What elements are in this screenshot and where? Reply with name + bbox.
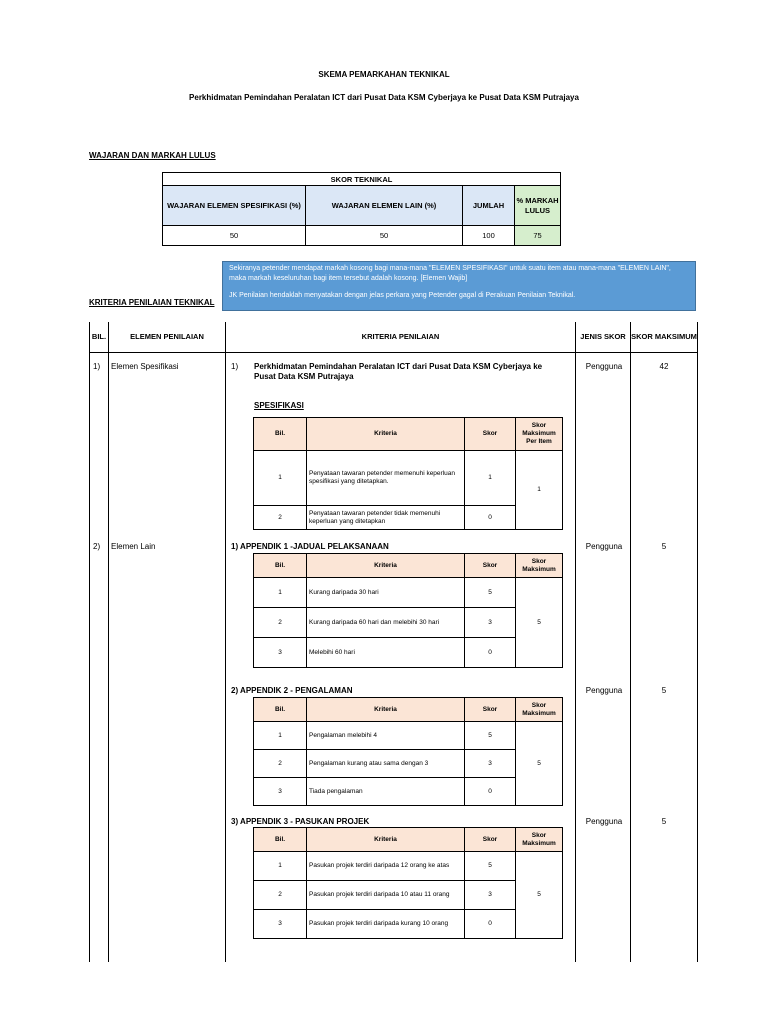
app3-row-kriteria: Pasukan projek terdiri daripada kurang 10 orang [307,910,465,939]
app2-row-kriteria: Pengalaman melebihi 4 [307,722,465,750]
app1-h-kriteria: Kriteria [307,554,465,578]
value-other: 50 [306,226,463,246]
weight-table [162,172,561,246]
spec-row-kriteria: Penyataan tawaran petender tidak memenuhi keperluan yang ditetapkan [307,506,465,530]
spec-row-kriteria: Penyataan tawaran petender memenuhi keperluan spesifikasi yang ditetapkan. [307,451,465,506]
weight-section-heading: WAJARAN DAN MARKAH LULUS [89,151,216,160]
value-total: 100 [463,226,515,246]
app1-row-bil: 2 [254,608,307,638]
element1-desc: Perkhidmatan Pemindahan Peralatan ICT dari Pusat Data KSM Cyberjaya ke Pusat Data KSM Putrajaya [254,362,543,381]
app1-row-kriteria: Kurang daripada 60 hari dan melebihi 30 hari [307,608,465,638]
app1-row-skor: 0 [465,638,516,668]
spec-row-skor: 0 [465,506,516,530]
app2-row-skor: 0 [465,778,516,806]
app1-row-kriteria: Kurang daripada 30 hari [307,578,465,608]
note-line-1: Sekiranya petender mendapat markah kosong bagi mana-mana "ELEMEN SPESIFIKASI" untuk suatu item atau mana-mana "ELEMEN LAIN", maka markah keseluruhan bagi item tersebut adalah kosong. [Elemen Wajib] [229,265,671,282]
app3-row-bil: 2 [254,881,307,910]
spec-h-kriteria: Kriteria [307,418,465,451]
col-header-other: WAJARAN ELEMEN LAIN (%) [306,186,463,226]
app1-row-kriteria: Melebihi 60 hari [307,638,465,668]
app2-row-skor: 3 [465,750,516,778]
spec-table [253,417,563,530]
app2-row-skor: 5 [465,722,516,750]
appendix1-skor: 5 [661,542,667,551]
app3-h-skor: Skor [465,828,516,852]
app3-h-kriteria: Kriteria [307,828,465,852]
appendix3-title: 3) APPENDIK 3 - PASUKAN PROJEK [231,817,370,826]
app2-row-bil: 1 [254,722,307,750]
app2-row-bil: 2 [254,750,307,778]
app3-row-kriteria: Pasukan projek terdiri daripada 10 atau 11 orang [307,881,465,910]
app2-h-max: Skor Maksimum [516,698,563,722]
value-spec: 50 [163,226,306,246]
appendix2-table [253,697,563,806]
header-kriteria: KRITERIA PENILAIAN [226,322,575,352]
spec-max: 1 [516,451,563,530]
element1-bil: 1) [93,362,101,371]
app1-max: 5 [516,578,563,668]
header-skor-maksimum: SKOR MAKSIMUM [631,322,697,352]
app1-row-skor: 5 [465,578,516,608]
spec-row-bil: 2 [254,506,307,530]
header-jenis-skor: JENIS SKOR [576,322,630,352]
element1-num: 1) [231,362,239,371]
element1-name: Elemen Spesifikasi [111,362,179,371]
app3-row-skor: 0 [465,910,516,939]
app1-row-bil: 1 [254,578,307,608]
app3-h-bil: Bil. [254,828,307,852]
element2-bil: 2) [93,542,101,551]
spec-h-bil: Bil. [254,418,307,451]
app3-row-bil: 3 [254,910,307,939]
element1-sub-heading: SPESIFIKASI [254,401,304,410]
value-pass: 75 [515,226,561,246]
app1-h-max: Skor Maksimum [516,554,563,578]
appendix2-jenis: Pengguna [585,686,623,695]
header-elemen: ELEMEN PENILAIAN [109,322,225,352]
app3-max: 5 [516,852,563,939]
app2-h-skor: Skor [465,698,516,722]
app3-h-max: Skor Maksimum [516,828,563,852]
app2-h-bil: Bil. [254,698,307,722]
element1-jenis: Pengguna [585,362,623,371]
col-header-spec: WAJARAN ELEMEN SPESIFIKASI (%) [163,186,306,226]
app1-h-skor: Skor [465,554,516,578]
spec-row-bil: 1 [254,451,307,506]
element2-name: Elemen Lain [111,542,156,551]
app2-row-kriteria: Pengalaman kurang atau sama dengan 3 [307,750,465,778]
app2-row-bil: 3 [254,778,307,806]
appendix3-table [253,827,563,939]
note-box [222,261,696,311]
weight-table-title: SKOR TEKNIKAL [163,173,561,186]
appendix1-table [253,553,563,668]
app3-row-skor: 5 [465,852,516,881]
note-line-2: JK Penilaian hendaklah menyatakan dengan jelas perkara yang Petender gagal di Perakuan Penilaian Teknikal. [229,292,576,299]
element1-skor: 42 [659,362,669,371]
app2-row-kriteria: Tiada pengalaman [307,778,465,806]
document-title: SKEMA PEMARKAHAN TEKNIKAL [318,70,450,79]
appendix3-jenis: Pengguna [585,817,623,826]
app3-row-bil: 1 [254,852,307,881]
app1-row-bil: 3 [254,638,307,668]
app1-h-bil: Bil. [254,554,307,578]
spec-h-max: Skor Maksimum Per Item [516,418,563,451]
spec-h-skor: Skor [465,418,516,451]
appendix1-jenis: Pengguna [585,542,623,551]
document-subtitle: Perkhidmatan Pemindahan Peralatan ICT dari Pusat Data KSM Cyberjaya ke Pusat Data KSM Putrajaya [189,93,579,102]
appendix3-skor: 5 [661,817,667,826]
spec-row-skor: 1 [465,451,516,506]
appendix1-title: 1) APPENDIK 1 -JADUAL PELAKSANAAN [231,542,389,551]
criteria-section-heading: KRITERIA PENILAIAN TEKNIKAL [89,298,215,307]
header-bil: BIL. [90,322,108,352]
app1-row-skor: 3 [465,608,516,638]
app2-h-kriteria: Kriteria [307,698,465,722]
appendix2-skor: 5 [661,686,667,695]
app3-row-skor: 3 [465,881,516,910]
col-header-total: JUMLAH [463,186,515,226]
appendix2-title: 2) APPENDIK 2 - PENGALAMAN [231,686,353,695]
app2-max: 5 [516,722,563,806]
col-header-pass: % MARKAH LULUS [515,186,561,226]
app3-row-kriteria: Pasukan projek terdiri daripada 12 orang ke atas [307,852,465,881]
